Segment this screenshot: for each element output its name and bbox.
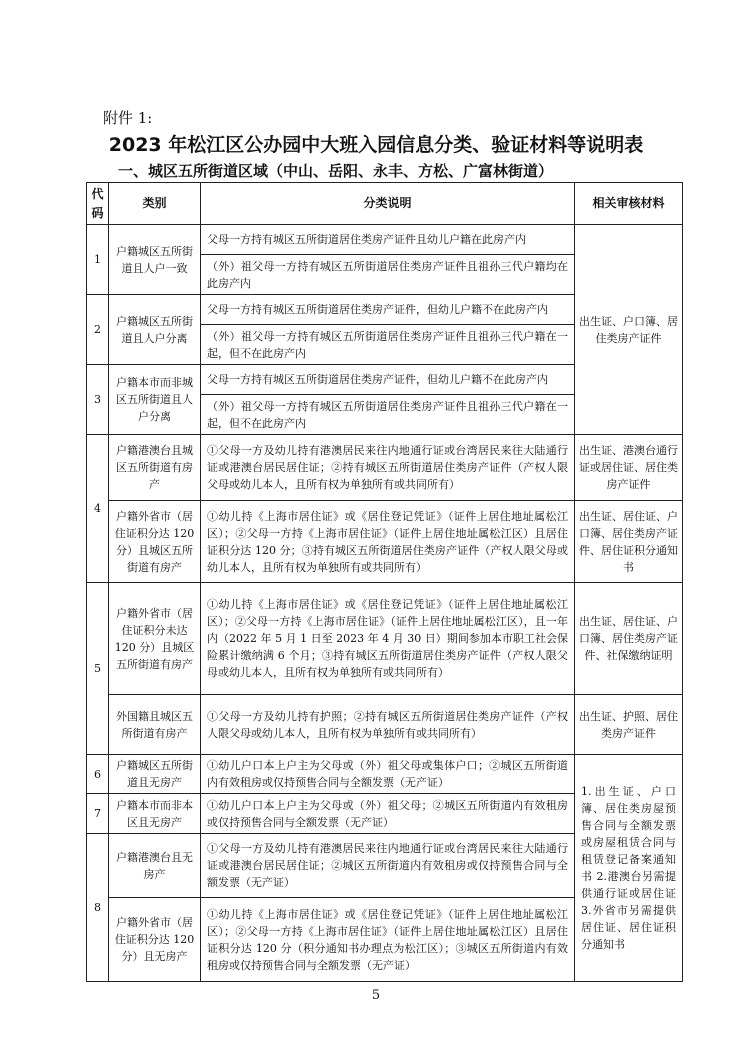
row-category: 外国籍且城区五所街道有房产: [109, 695, 201, 755]
row-description: ①父母一方及幼儿持有港澳居民来往内地通行证或台湾居民来往大陆通行证或港澳台居民居住证；②持有城区五所街道居住类房产证件（产权人限父母或幼儿本人，且所有权为单独所有或共同所有）: [201, 435, 575, 501]
row-category: 户籍外省市（居住证积分达 120 分）且城区五所街道有房产: [109, 501, 201, 583]
row-description: （外）祖父母一方持有城区五所街道居住类房产证件且祖孙三代户籍均在此房产内: [201, 255, 575, 295]
table-header-row: [87, 183, 683, 225]
row-description: ①幼儿户口本上户主为父母或（外）祖父母或集体户口；②城区五所街道内有效租房或仅持预售合同与全额发票（无产证）: [201, 755, 575, 794]
row-description: ①幼儿持《上海市居住证》或《居住登记凭证》（证件上居住地址属松江区）；②父母一方持《上海市居住证》（证件上居住地址属松江区）且居住证积分达 120 分；③持有城区五所街道居住类房产证件（产权人限父母或幼儿本人，且所有权为单独所有或共同所有）: [201, 501, 575, 583]
row-category: 户籍外省市（居住证积分达 120 分）且无房产: [109, 898, 201, 982]
row-code: 5: [87, 583, 109, 755]
row-description: ①幼儿户口本上户主为父母或（外）祖父母；②城区五所街道内有效租房或仅持预售合同与全额发票（无产证）: [201, 794, 575, 834]
row-category: 户籍本市而非本区且无房产: [109, 794, 201, 834]
info-table: [86, 182, 683, 982]
row-code: 3: [87, 365, 109, 435]
row-materials: 出生证、户口簿、居住类房产证件: [575, 225, 683, 435]
row-category: 户籍城区五所街道且人户一致: [109, 225, 201, 295]
row-materials: 出生证、港澳台通行证或居住证、居住类房产证件: [575, 435, 683, 501]
row-code: 4: [87, 435, 109, 583]
table-row: [87, 225, 683, 255]
table-row: [87, 695, 683, 755]
header-materials: 相关审核材料: [575, 183, 683, 225]
page-title: 2023 年松江区公办园中大班入园信息分类、验证材料等说明表: [108, 134, 644, 156]
row-category: 户籍港澳台且无房产: [109, 834, 201, 898]
header-category: 类别: [109, 183, 201, 225]
section-subtitle: 一、城区五所街道区域（中山、岳阳、永丰、方松、广富林街道）: [118, 162, 554, 180]
row-description: 父母一方持有城区五所街道居住类房产证件，但幼儿户籍不在此房产内: [201, 295, 575, 325]
row-description: （外）祖父母一方持有城区五所街道居住类房产证件且祖孙三代户籍在一起，但不在此房产内: [201, 395, 575, 435]
row-materials: 1.出生证、户口簿、居住类房屋预售合同与全额发票或房屋租赁合同与租赁登记备案通知书 2.港澳台另需提供通行证或居住证 3.外省市另需提供居住证、居住证积分通知书: [575, 755, 683, 982]
row-code: 6: [87, 755, 109, 794]
table-row: [87, 583, 683, 695]
row-description: ①幼儿持《上海市居住证》或《居住登记凭证》（证件上居住地址属松江区）；②父母一方持《上海市居住证》（证件上居住地址属松江区）且居住证积分达 120 分（积分通知书办理点为松江区）；③城区五所街道内有效租房或仅持预售合同与全额发票（无产证）: [201, 898, 575, 982]
row-code: 8: [87, 834, 109, 982]
row-category: 户籍外省市（居住证积分未达 120 分）且城区五所街道有房产: [109, 583, 201, 695]
attachment-label: 附件 1:: [103, 109, 153, 127]
row-materials: 出生证、居住证、户口簿、居住类房产证件、居住证积分通知书: [575, 501, 683, 583]
table-row: [87, 435, 683, 501]
page-number: 5: [371, 988, 381, 1003]
row-description: 父母一方持有城区五所街道居住类房产证件且幼儿户籍在此房产内: [201, 225, 575, 255]
row-description: 父母一方持有城区五所街道居住类房产证件，但幼儿户籍不在此房产内: [201, 365, 575, 395]
row-code: 2: [87, 295, 109, 365]
table-row: [87, 501, 683, 583]
row-code: 1: [87, 225, 109, 295]
row-description: （外）祖父母一方持有城区五所街道居住类房产证件且祖孙三代户籍在一起，但不在此房产内: [201, 325, 575, 365]
header-code: 代码: [87, 183, 109, 225]
row-code: 7: [87, 794, 109, 834]
row-materials: 出生证、护照、居住类房产证件: [575, 695, 683, 755]
row-category: 户籍城区五所街道且无房产: [109, 755, 201, 794]
table-row: [87, 755, 683, 794]
row-description: ①父母一方及幼儿持有护照；②持有城区五所街道居住类房产证件（产权人限父母或幼儿本人，且所有权为单独所有或共同所有）: [201, 695, 575, 755]
row-category: 户籍本市而非城区五所街道且人户分离: [109, 365, 201, 435]
header-description: 分类说明: [201, 183, 575, 225]
row-materials: 出生证、居住证、户口簿、居住类房产证件、社保缴纳证明: [575, 583, 683, 695]
row-category: 户籍城区五所街道且人户分离: [109, 295, 201, 365]
row-description: ①幼儿持《上海市居住证》或《居住登记凭证》（证件上居住地址属松江区）；②父母一方持《上海市居住证》（证件上居住地址属松江区），且一年内（2022 年 5 月 1 日至 2023 年 4 月 30 日）期间参加本市职工社会保险累计缴纳满 6 个月；③持有城区五所街道居住类房产证件（产权人限父母或幼儿本人，且所有权为单独所有或共同所有）: [201, 583, 575, 695]
row-category: 户籍港澳台且城区五所街道有房产: [109, 435, 201, 501]
row-description: ①父母一方及幼儿持有港澳居民来往内地通行证或台湾居民来往大陆通行证或港澳台居民居住证；②城区五所街道内有效租房或仅持预售合同与全额发票（无产证）: [201, 834, 575, 898]
